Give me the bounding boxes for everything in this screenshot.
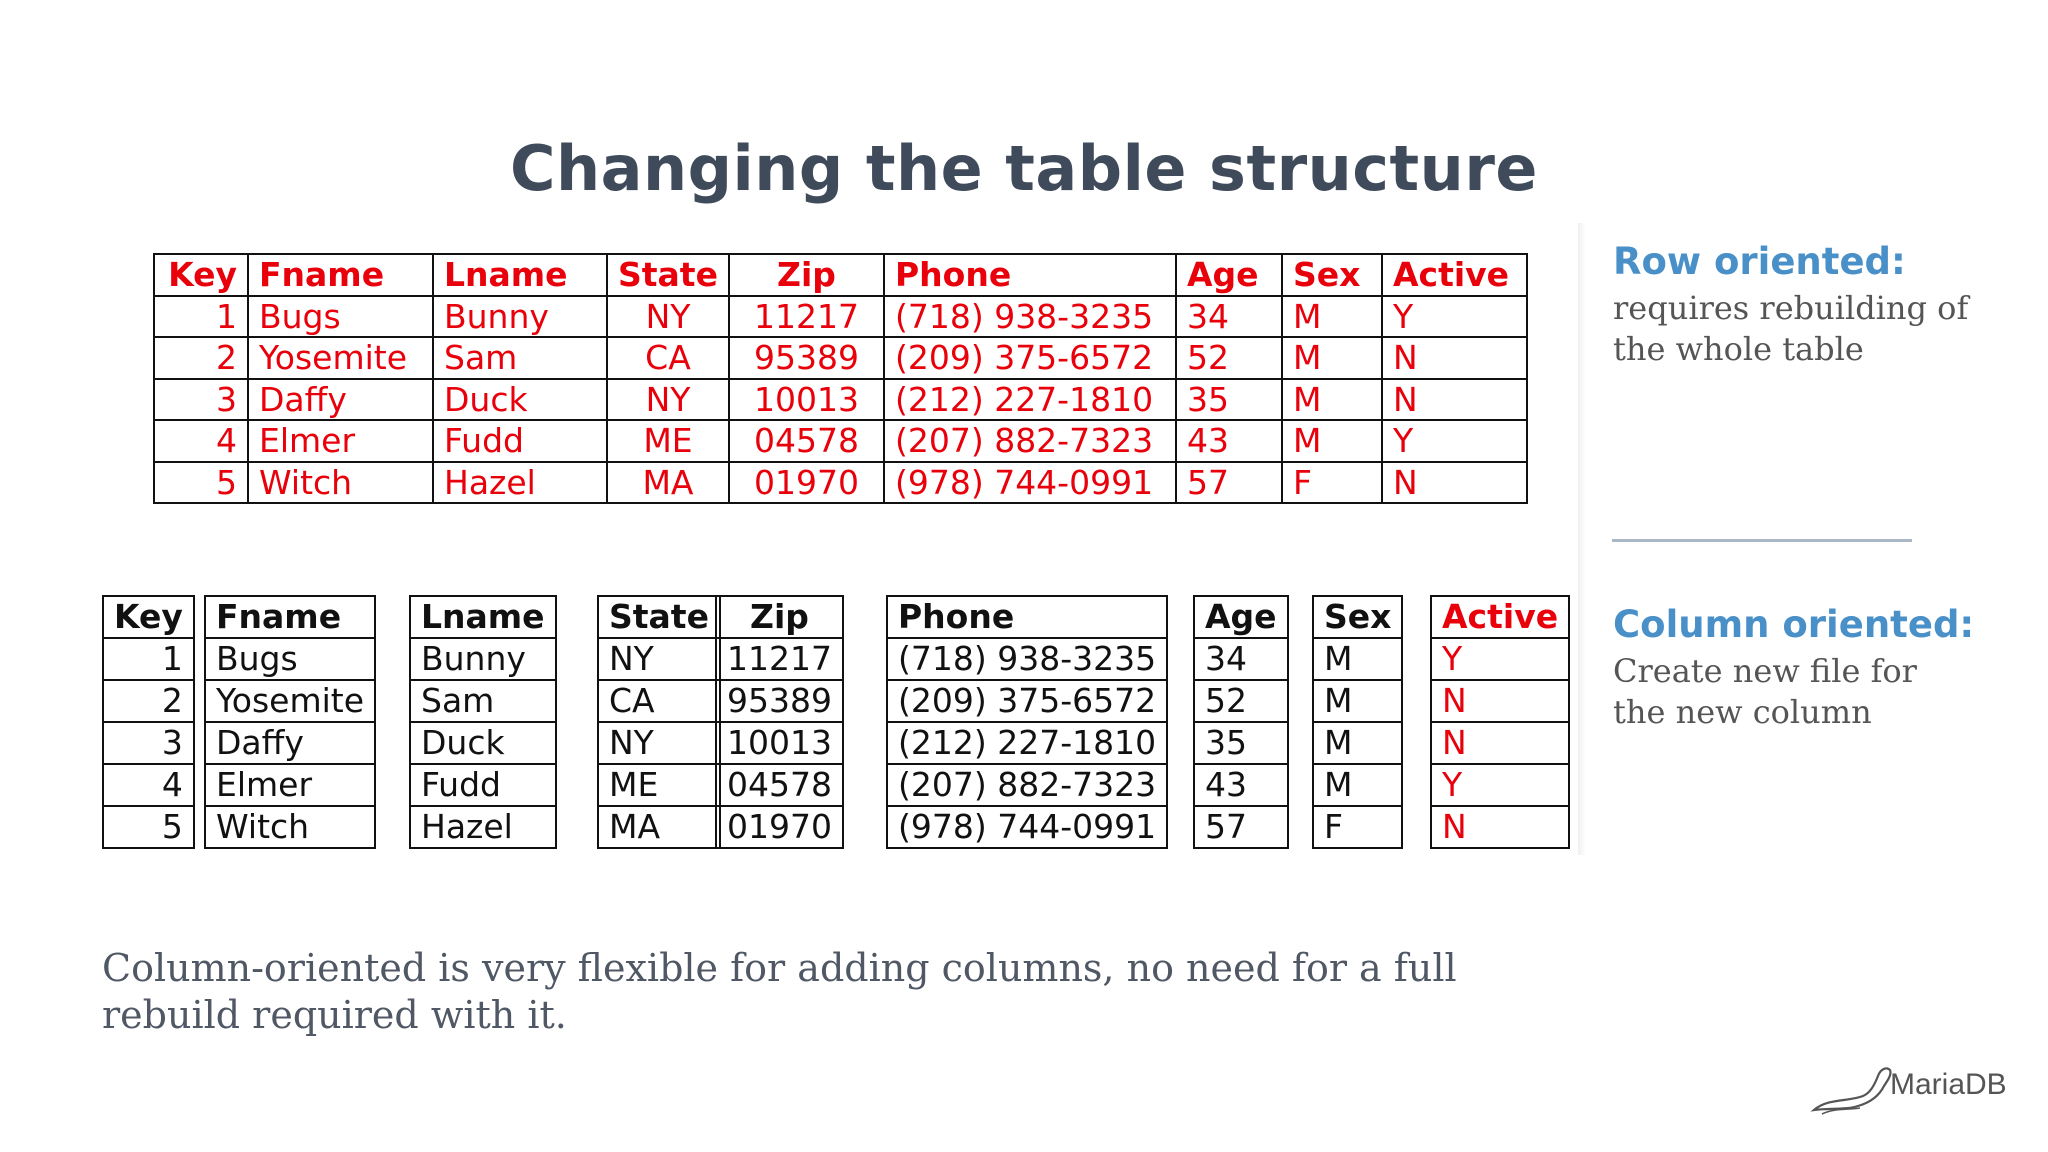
table-cell-lname: Hazel (433, 462, 607, 504)
horizontal-rule (1612, 539, 1912, 542)
column-header-fname: Fname (205, 596, 375, 638)
column-cell-phone: (209) 375-6572 (887, 680, 1167, 722)
column-cell-active: N (1431, 722, 1569, 764)
column-header-key: Key (103, 596, 194, 638)
column-file-phone (886, 595, 1168, 849)
column-cell-phone: (978) 744-0991 (887, 806, 1167, 848)
column-cell-sex: M (1313, 680, 1402, 722)
column-oriented-text: Create new file for the new column (1613, 652, 1917, 731)
table-cell-sex: M (1282, 379, 1382, 421)
table-cell-zip: 04578 (729, 420, 884, 462)
column-header-age: Age (1194, 596, 1288, 638)
table-cell-sex: M (1282, 420, 1382, 462)
column-cell-lname: Hazel (410, 806, 556, 848)
header-sex: Sex (1282, 254, 1382, 296)
table-cell-sex: M (1282, 337, 1382, 379)
table-cell-lname: Fudd (433, 420, 607, 462)
table-cell-phone: (978) 744-0991 (884, 462, 1176, 504)
column-header-lname: Lname (410, 596, 556, 638)
column-cell-phone: (212) 227-1810 (887, 722, 1167, 764)
table-cell-lname: Duck (433, 379, 607, 421)
column-file-active (1430, 595, 1570, 849)
column-cell-sex: M (1313, 638, 1402, 680)
column-cell-fname: Daffy (205, 722, 375, 764)
table-cell-phone: (207) 882-7323 (884, 420, 1176, 462)
column-cell-key: 1 (103, 638, 194, 680)
table-row (154, 420, 1527, 462)
table-row (154, 296, 1527, 338)
column-file-lname (409, 595, 557, 849)
table-cell-fname: Yosemite (248, 337, 433, 379)
header-active: Active (1382, 254, 1527, 296)
column-cell-active: N (1431, 806, 1569, 848)
table-cell-fname: Witch (248, 462, 433, 504)
table-cell-key: 4 (154, 420, 248, 462)
column-cell-key: 4 (103, 764, 194, 806)
row-oriented-text: requires rebuilding of the whole table (1613, 289, 1969, 368)
table-row (154, 379, 1527, 421)
column-cell-phone: (718) 938-3235 (887, 638, 1167, 680)
table-cell-key: 3 (154, 379, 248, 421)
table-cell-fname: Elmer (248, 420, 433, 462)
table-cell-age: 43 (1176, 420, 1282, 462)
column-cell-state: NY (598, 638, 720, 680)
table-row (154, 462, 1527, 504)
table-row (154, 337, 1527, 379)
column-cell-state: NY (598, 722, 720, 764)
column-cell-age: 43 (1194, 764, 1288, 806)
table-cell-zip: 95389 (729, 337, 884, 379)
column-cell-fname: Bugs (205, 638, 375, 680)
column-cell-key: 3 (103, 722, 194, 764)
table-cell-state: CA (607, 337, 729, 379)
column-cell-fname: Witch (205, 806, 375, 848)
column-file-age (1193, 595, 1289, 849)
column-header-phone: Phone (887, 596, 1167, 638)
column-oriented-heading: Column oriented: (1613, 603, 1975, 646)
footer-text: Column-oriented is very flexible for adding columns, no need for a full rebuild required with it. (102, 946, 1457, 1037)
column-file-fname (204, 595, 376, 849)
table-cell-age: 52 (1176, 337, 1282, 379)
column-cell-zip: 01970 (716, 806, 843, 848)
header-key: Key (154, 254, 248, 296)
table-cell-state: NY (607, 296, 729, 338)
table-cell-age: 57 (1176, 462, 1282, 504)
column-cell-fname: Yosemite (205, 680, 375, 722)
table-cell-zip: 10013 (729, 379, 884, 421)
column-cell-key: 2 (103, 680, 194, 722)
column-cell-lname: Duck (410, 722, 556, 764)
column-cell-active: Y (1431, 764, 1569, 806)
column-cell-lname: Bunny (410, 638, 556, 680)
column-cell-fname: Elmer (205, 764, 375, 806)
header-fname: Fname (248, 254, 433, 296)
column-cell-zip: 10013 (716, 722, 843, 764)
table-cell-active: N (1382, 379, 1527, 421)
section-divider-shadow (1578, 223, 1586, 855)
column-cell-age: 34 (1194, 638, 1288, 680)
header-lname: Lname (433, 254, 607, 296)
table-cell-active: N (1382, 462, 1527, 504)
table-cell-state: NY (607, 379, 729, 421)
column-cell-state: MA (598, 806, 720, 848)
header-zip: Zip (729, 254, 884, 296)
table-cell-age: 35 (1176, 379, 1282, 421)
table-cell-zip: 01970 (729, 462, 884, 504)
table-header-row (154, 254, 1527, 296)
table-cell-key: 5 (154, 462, 248, 504)
table-cell-phone: (209) 375-6572 (884, 337, 1176, 379)
column-cell-state: CA (598, 680, 720, 722)
column-cell-state: ME (598, 764, 720, 806)
column-cell-phone: (207) 882-7323 (887, 764, 1167, 806)
table-cell-active: N (1382, 337, 1527, 379)
column-cell-active: Y (1431, 638, 1569, 680)
column-header-active: Active (1431, 596, 1569, 638)
column-header-zip: Zip (716, 596, 843, 638)
column-header-state: State (598, 596, 720, 638)
header-state: State (607, 254, 729, 296)
column-cell-zip: 95389 (716, 680, 843, 722)
table-cell-sex: F (1282, 462, 1382, 504)
column-cell-lname: Sam (410, 680, 556, 722)
table-cell-lname: Sam (433, 337, 607, 379)
table-cell-lname: Bunny (433, 296, 607, 338)
slide-title: Changing the table structure (510, 132, 1538, 205)
column-cell-sex: M (1313, 722, 1402, 764)
table-cell-phone: (718) 938-3235 (884, 296, 1176, 338)
table-cell-phone: (212) 227-1810 (884, 379, 1176, 421)
row-oriented-heading: Row oriented: (1613, 240, 1906, 283)
column-cell-sex: M (1313, 764, 1402, 806)
table-cell-active: Y (1382, 420, 1527, 462)
table-cell-key: 2 (154, 337, 248, 379)
header-phone: Phone (884, 254, 1176, 296)
column-cell-zip: 11217 (716, 638, 843, 680)
column-file-key (102, 595, 195, 849)
table-cell-active: Y (1382, 296, 1527, 338)
table-cell-fname: Bugs (248, 296, 433, 338)
table-cell-state: ME (607, 420, 729, 462)
header-age: Age (1176, 254, 1282, 296)
table-cell-fname: Daffy (248, 379, 433, 421)
column-cell-key: 5 (103, 806, 194, 848)
table-cell-state: MA (607, 462, 729, 504)
column-cell-sex: F (1313, 806, 1402, 848)
column-cell-age: 35 (1194, 722, 1288, 764)
mariadb-logo-text: MariaDB (1890, 1068, 2007, 1101)
column-cell-age: 52 (1194, 680, 1288, 722)
column-file-sex (1312, 595, 1403, 849)
table-cell-zip: 11217 (729, 296, 884, 338)
column-cell-active: N (1431, 680, 1569, 722)
column-cell-lname: Fudd (410, 764, 556, 806)
table-cell-age: 34 (1176, 296, 1282, 338)
column-header-sex: Sex (1313, 596, 1402, 638)
column-file-zip (715, 595, 844, 849)
table-cell-sex: M (1282, 296, 1382, 338)
column-file-state (597, 595, 721, 849)
table-cell-key: 1 (154, 296, 248, 338)
row-oriented-table (153, 253, 1528, 504)
column-cell-zip: 04578 (716, 764, 843, 806)
column-cell-age: 57 (1194, 806, 1288, 848)
